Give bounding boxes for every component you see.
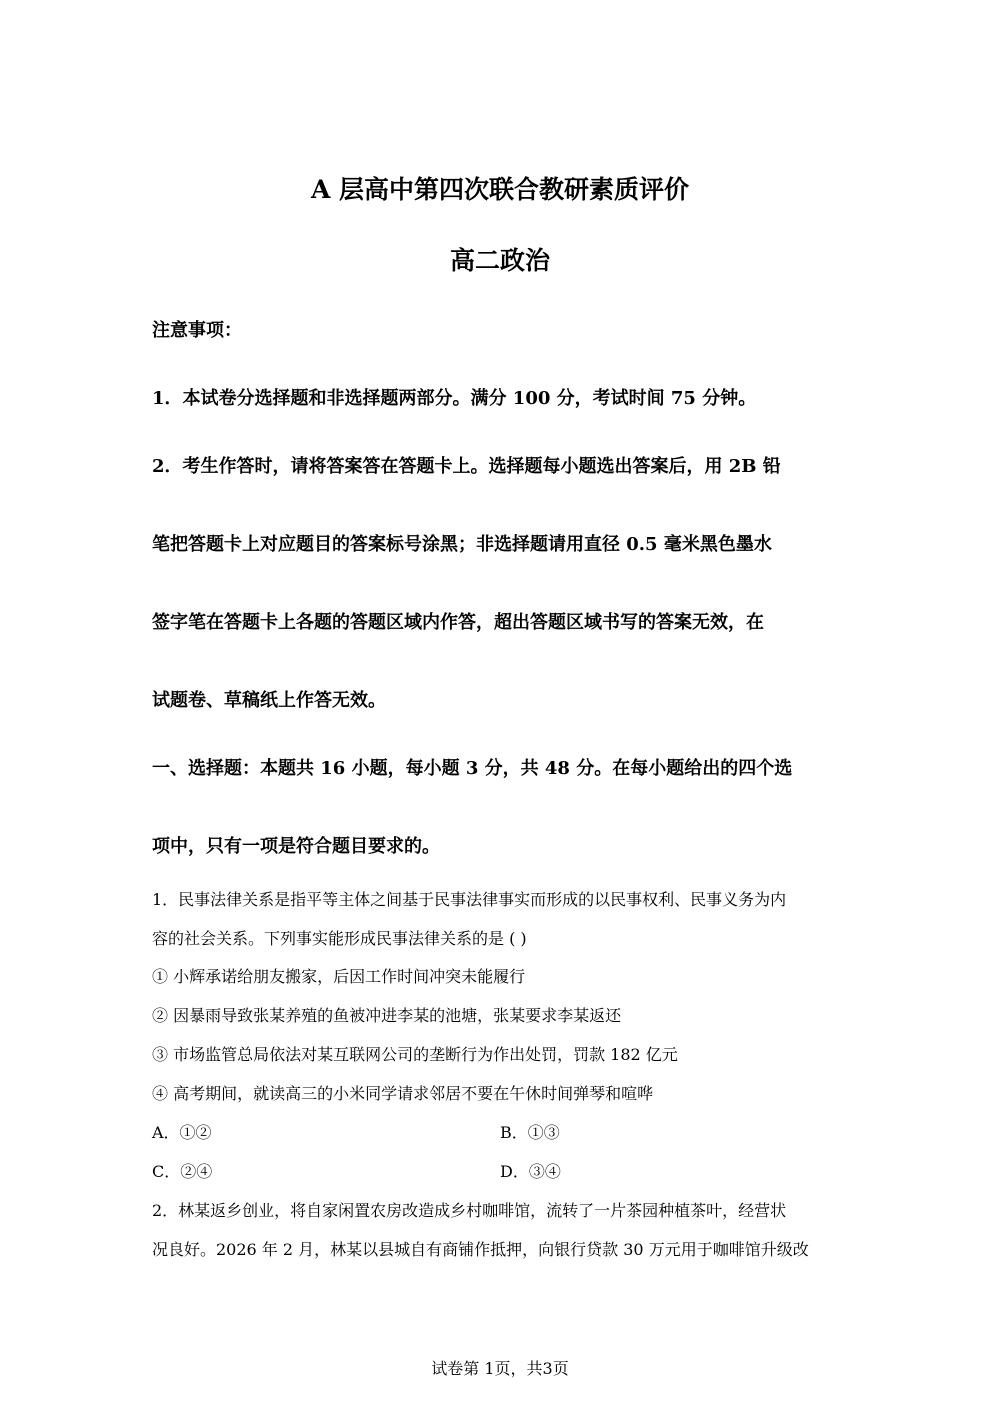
question-1-option-b: B．①③ <box>500 1123 560 1142</box>
section-heading-line-1: 一、选择题：本题共 16 小题，每小题 3 分，共 48 分。在每小题给出的四个选 <box>152 758 793 779</box>
question-2-stem-line-1: 2．林某返乡创业，将自家闲置农房改造成乡村咖啡馆，流转了一片茶园种植茶叶，经营状 <box>152 1201 787 1220</box>
exam-title: A 层高中第四次联合教研素质评价 <box>310 175 690 204</box>
section-heading-line-2: 项中，只有一项是符合题目要求的。 <box>152 836 440 857</box>
question-1-stem-line-1: 1．民事法律关系是指平等主体之间基于民事法律事实而形成的以民事权利、民事义务为内 <box>152 890 787 909</box>
question-1-option-d: D．③④ <box>500 1162 561 1181</box>
notice-heading: 注意事项： <box>152 320 242 341</box>
exam-subject: 高二政治 <box>449 246 550 275</box>
notice-line-5: 试题卷、草稿纸上作答无效。 <box>152 690 386 711</box>
notice-line-1: 1．本试卷分选择题和非选择题两部分。满分 100 分，考试时间 75 分钟。 <box>152 388 757 409</box>
question-1-item-2: ② 因暴雨导致张某养殖的鱼被冲进李某的池塘，张某要求李某返还 <box>152 1006 622 1025</box>
question-1-item-4: ④ 高考期间，就读高三的小米同学请求邻居不要在午休时间弹琴和喧哗 <box>152 1084 654 1103</box>
question-1-item-3: ③ 市场监管总局依法对某互联网公司的垄断行为作出处罚，罚款 182 亿元 <box>152 1045 678 1064</box>
notice-line-4: 签字笔在答题卡上各题的答题区域内作答，超出答题区域书写的答案无效，在 <box>152 612 764 633</box>
notice-line-3: 笔把答题卡上对应题目的答案标号涂黑；非选择题请用直径 0.5 毫米黑色墨水 <box>152 534 772 555</box>
question-1-item-1: ① 小辉承诺给朋友搬家，后因工作时间冲突未能履行 <box>152 967 526 986</box>
question-1-option-a: A．①② <box>152 1123 212 1142</box>
page-number: 试卷第 1页，共3页 <box>431 1359 569 1378</box>
notice-line-2: 2．考生作答时，请将答案答在答题卡上。选择题每小题选出答案后，用 2B 铅 <box>152 456 781 477</box>
question-2-stem-line-2: 况良好。2026 年 2 月，林某以县城自有商铺作抵押，向银行贷款 30 万元用于咖啡馆升级改 <box>152 1240 809 1259</box>
question-1-option-c: C．②④ <box>152 1162 213 1181</box>
question-1-stem-line-2: 容的社会关系。下列事实能形成民事法律关系的是 ( ) <box>152 929 527 948</box>
